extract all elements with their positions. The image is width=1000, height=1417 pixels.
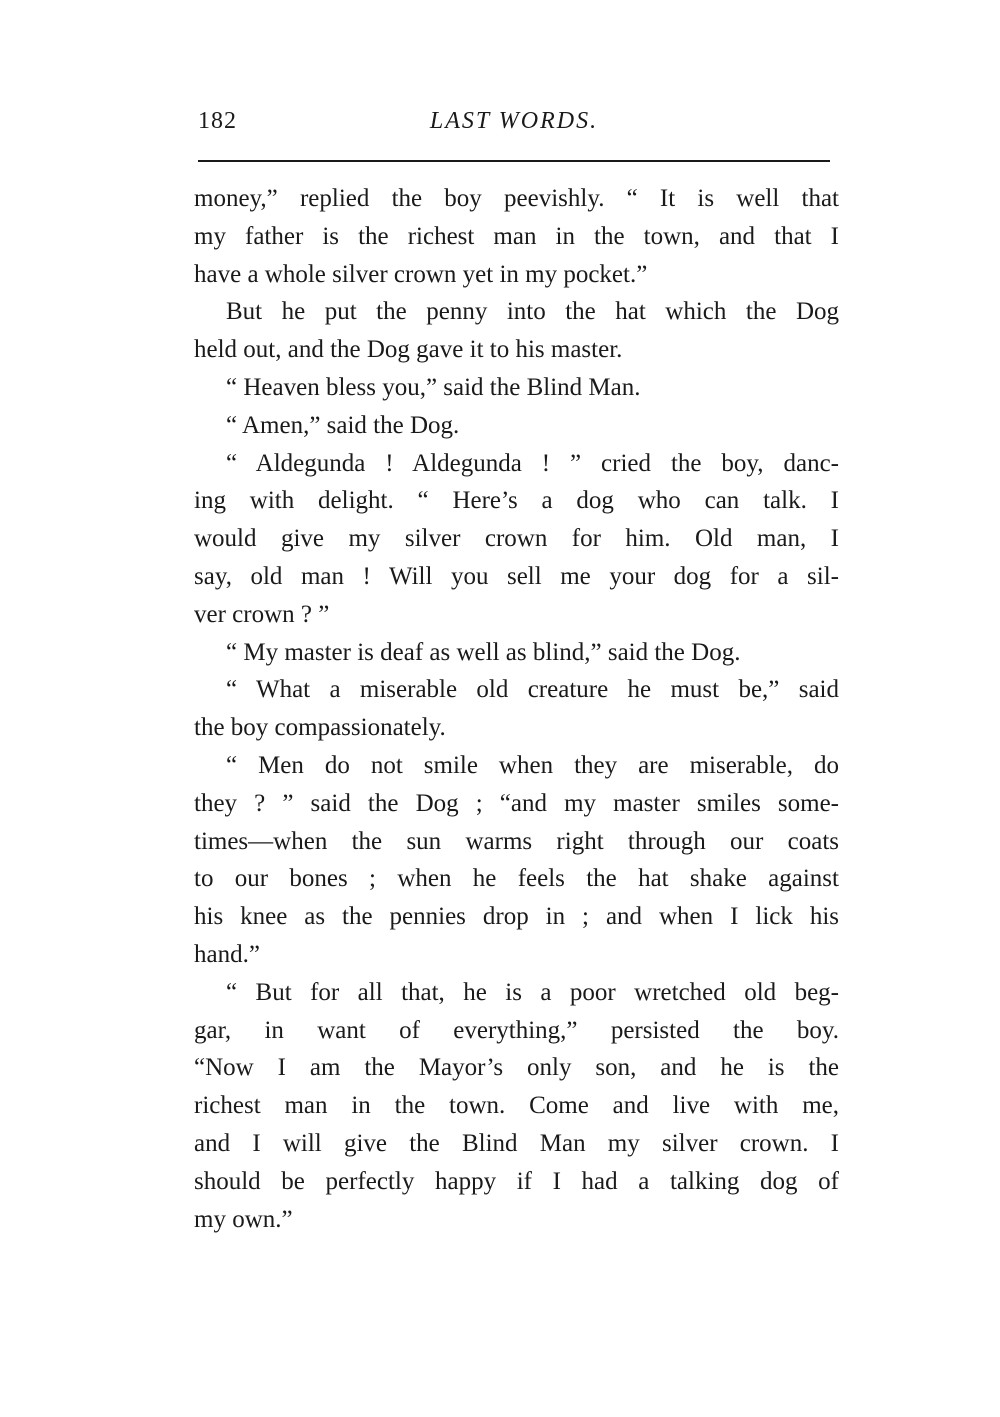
text-line: my father is the richest man in the town, and that I [194, 222, 839, 250]
text-line: hand.” [194, 940, 260, 968]
text-line: gar, in want of everything,” persisted the boy. [194, 1016, 839, 1044]
text-line: to our bones ; when he feels the hat shake against [194, 865, 839, 893]
text-line: “ What a miserable old creature he must be,” said [226, 676, 839, 704]
text-line: money,” replied the boy peevishly. “ It is well that [194, 185, 839, 212]
text-line: and I will give the Blind Man my silver crown. I [194, 1129, 839, 1157]
text-line: “ My master is deaf as well as blind,” said the Dog. [226, 638, 741, 666]
text-line: “ Aldegunda ! Aldegunda ! ” cried the boy, danc- [226, 449, 839, 477]
text-line: But he put the penny into the hat which the Dog [226, 298, 839, 326]
text-line: should be perfectly happy if I had a talking dog of [194, 1167, 839, 1195]
page-header [198, 108, 830, 142]
running-title: LAST WORDS. [429, 108, 599, 134]
page-number: 182 [198, 108, 237, 134]
text-line: “ But for all that, he is a poor wretched old beg- [226, 978, 839, 1006]
text-line: his knee as the pennies drop in ; and when I lick his [194, 903, 839, 931]
text-line: have a whole silver crown yet in my pocket.” [194, 260, 648, 288]
text-line: “ Heaven bless you,” said the Blind Man. [226, 373, 641, 401]
text-line: “ Men do not smile when they are miserable, do [226, 751, 839, 779]
text-line: they ? ” said the Dog ; “and my master smiles some- [194, 789, 839, 817]
text-line: held out, and the Dog gave it to his master. [194, 336, 623, 364]
text-line: richest man in the town. Come and live with me, [194, 1092, 839, 1120]
text-line: “Now I am the Mayor’s only son, and he is the [194, 1054, 839, 1082]
text-line: ing with delight. “ Here’s a dog who can talk. I [194, 487, 839, 515]
text-line: the boy compassionately. [194, 714, 446, 742]
body-text [194, 180, 839, 1238]
text-line: say, old man ! Will you sell me your dog for a sil- [194, 562, 839, 590]
text-line: would give my silver crown for him. Old man, I [194, 525, 839, 553]
header-rule [198, 160, 830, 162]
text-line: my own.” [194, 1205, 293, 1233]
text-line: times—when the sun warms right through our coats [194, 827, 839, 855]
text-line: “ Amen,” said the Dog. [226, 411, 460, 439]
text-line: ver crown ? ” [194, 600, 330, 628]
